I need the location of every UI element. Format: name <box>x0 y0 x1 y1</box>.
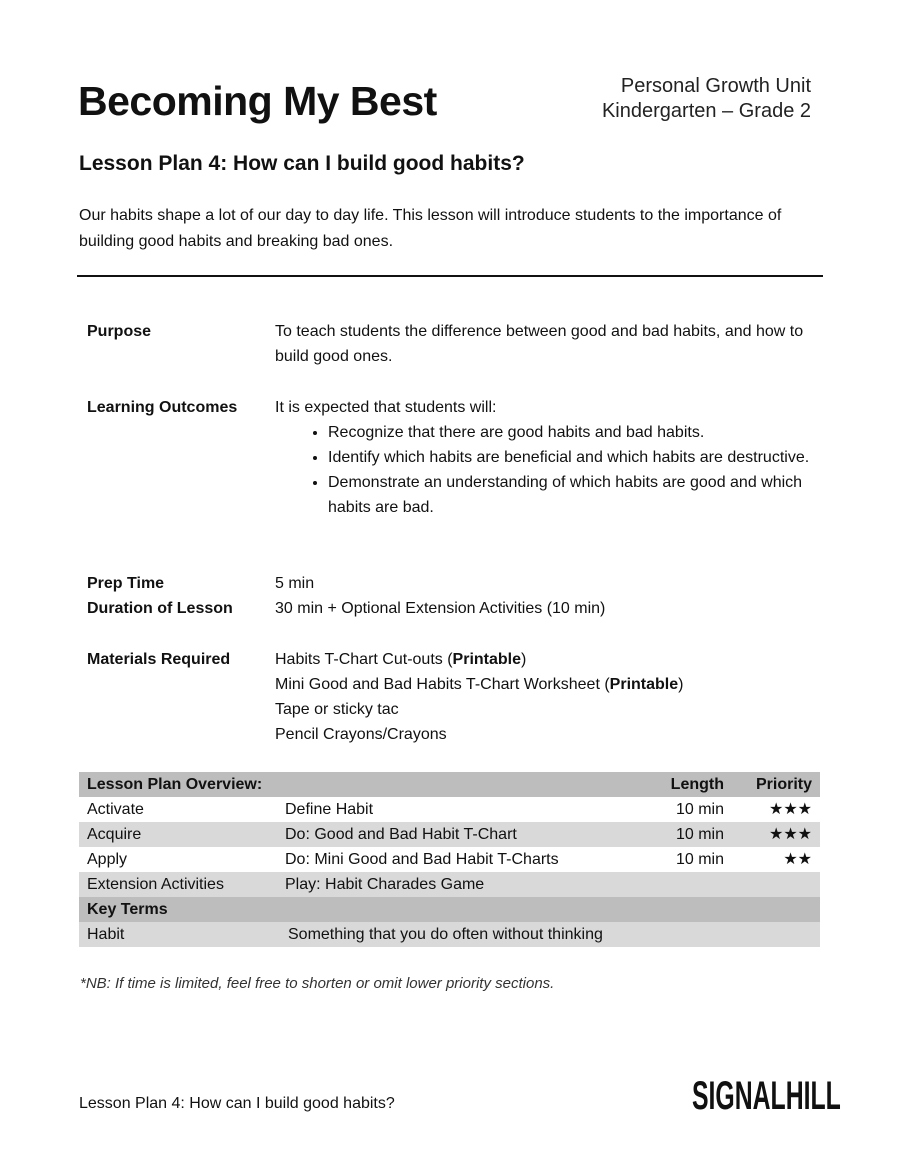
table-row: Extension Activities Play: Habit Charades Game <box>79 872 820 897</box>
table-row: Apply Do: Mini Good and Bad Habit T-Charts 10 min ★★ <box>79 847 820 872</box>
table-row: Acquire Do: Good and Bad Habit T-Chart 10 min ★★★ <box>79 822 820 847</box>
overview-table <box>79 772 820 947</box>
material-item: Tape or sticky tac <box>275 701 399 718</box>
material-item: Pencil Crayons/Crayons <box>275 726 447 743</box>
printable-link: Printable <box>609 676 679 693</box>
grade-range: Kindergarten – Grade 2 <box>601 100 811 122</box>
priority-stars: ★★★ <box>768 801 812 818</box>
priority-stars: ★★ <box>783 851 812 868</box>
purpose-label: Purpose <box>87 323 152 340</box>
term: Habit <box>87 926 125 943</box>
overview-header-row <box>79 772 820 797</box>
priority-header: Priority <box>755 776 812 793</box>
outcome-item: • Recognize that there are good habits and bad habits. <box>328 420 820 445</box>
prep-value: 5 min <box>275 575 315 592</box>
key-term-row <box>79 922 820 947</box>
overview-header: Lesson Plan Overview: <box>87 776 263 793</box>
materials-label: Materials Required <box>87 651 231 668</box>
footer-text: Lesson Plan 4: How can I build good habits? <box>79 1095 395 1112</box>
outcomes-list <box>275 420 820 520</box>
prep-label: Prep Time <box>87 575 165 592</box>
term-definition: Something that you do often without thinking <box>288 926 603 943</box>
document-title: Becoming My Best <box>78 78 437 124</box>
signalhill-logo: SIGNALHILL <box>692 1074 841 1118</box>
table-row: Activate Define Habit 10 min ★★★ <box>79 797 820 822</box>
outcomes-intro: It is expected that students will: <box>275 399 497 416</box>
key-terms-header-row <box>79 897 820 922</box>
unit-info <box>602 74 811 124</box>
outcome-item: • Identify which habits are beneficial and which habits are destructive. <box>328 445 820 470</box>
material-item: Habits T-Chart Cut-outs (Printable) <box>275 651 527 668</box>
priority-stars: ★★★ <box>768 826 812 843</box>
purpose-text: To teach students the difference between good and bad habits, and how to build good ones. <box>275 323 804 365</box>
length-header: Length <box>670 776 724 793</box>
lesson-intro: Our habits shape a lot of our day to day life. This lesson will introduce students to the importance of building good habits and breaking bad ones. <box>79 207 782 250</box>
outcomes-label: Learning Outcomes <box>87 399 238 416</box>
duration-value: 30 min + Optional Extension Activities (10 min) <box>275 600 606 617</box>
divider <box>77 275 823 277</box>
materials-list <box>275 647 820 747</box>
printable-link: Printable <box>452 651 522 668</box>
duration-label: Duration of Lesson <box>87 600 233 617</box>
outcome-item: • Demonstrate an understanding of which habits are good and which habits are bad. <box>328 470 820 520</box>
lesson-title: Lesson Plan 4: How can I build good habits? <box>79 152 525 175</box>
material-item: Mini Good and Bad Habits T-Chart Worksheet (Printable) <box>275 676 684 693</box>
unit-name: Personal Growth Unit <box>620 75 811 97</box>
priority-note: *NB: If time is limited, feel free to shorten or omit lower priority sections. <box>80 975 555 992</box>
outcomes <box>275 395 820 520</box>
key-terms-header: Key Terms <box>87 901 168 918</box>
